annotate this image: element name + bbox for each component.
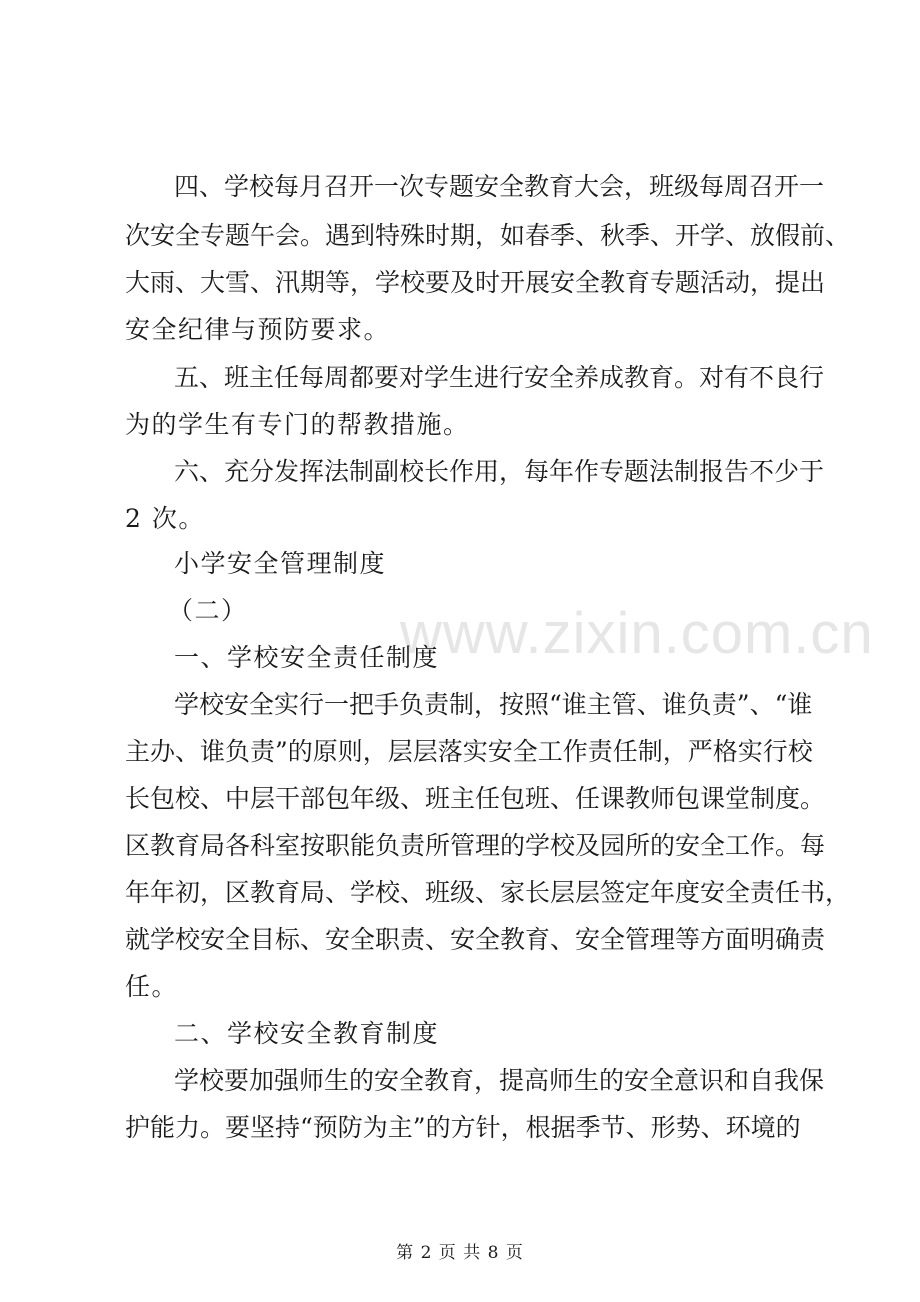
- paragraph-line: 五、班主任每周都要对学生进行安全养成教育。对有不良行: [174, 363, 825, 392]
- paragraph-line: 学校安全实行一把手负责制，按照“谁主管、谁负责”、“谁: [174, 690, 813, 719]
- paragraph-line: 区教育局各科室按职能负责所管理的学校及园所的安全工作。每: [125, 831, 826, 860]
- page-footer: 第 2 页 共 8 页: [396, 1243, 524, 1263]
- section-title: 小学安全管理制度: [174, 549, 387, 578]
- paragraph-line: 2 次。: [125, 504, 205, 533]
- paragraph-line: 长包校、中层干部包年级、班主任包班、任课教师包课堂制度。: [125, 784, 826, 813]
- paragraph-line: 四、学校每月召开一次专题安全教育大会，班级每周召开一: [174, 172, 825, 201]
- paragraph-line: 年年初，区教育局、学校、班级、家长层层签定年度安全责任书，: [125, 878, 851, 907]
- paragraph-line: 为的学生有专门的帮教措施。: [125, 410, 470, 439]
- paragraph-line: 就学校安全目标、安全职责、安全教育、安全管理等方面明确责: [125, 925, 826, 954]
- paragraph-line: 学校要加强师生的安全教育，提高师生的安全意识和自我保: [174, 1066, 825, 1095]
- paragraph-line: 护能力。要坚持“预防为主”的方针，根据季节、形势、环境的: [125, 1113, 801, 1142]
- paragraph-line: 任。: [125, 972, 179, 1001]
- section-heading: 二、学校安全教育制度: [174, 1019, 440, 1048]
- paragraph-line: 大雨、大雪、汛期等，学校要及时开展安全教育专题活动，提出: [125, 268, 826, 297]
- section-heading: 一、学校安全责任制度: [174, 643, 440, 672]
- watermark: www.zixin.com.cn: [400, 601, 874, 666]
- paragraph-line: 主办、谁负责”的原则，层层落实安全工作责任制，严格实行校: [125, 737, 813, 766]
- paragraph-line: 安全纪律与预防要求。: [125, 315, 391, 344]
- section-number: （二）: [168, 596, 248, 625]
- paragraph-line: 次安全专题午会。遇到特殊时期，如春季、秋季、开学、放假前、: [125, 221, 851, 250]
- paragraph-line: 六、充分发挥法制副校长作用，每年作专题法制报告不少于: [174, 457, 825, 486]
